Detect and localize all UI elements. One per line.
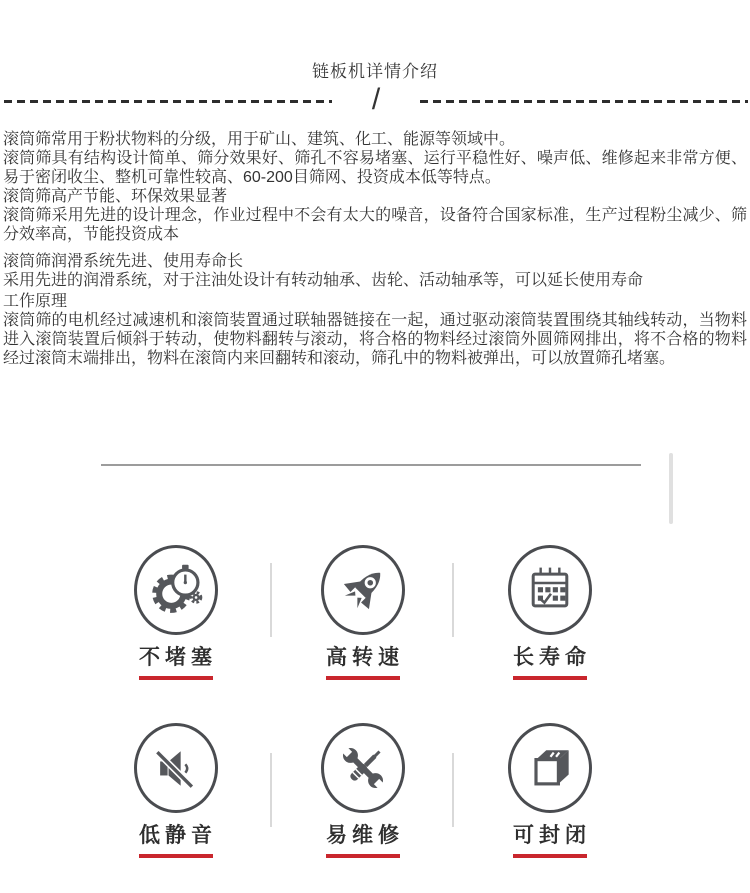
slash-divider: / xyxy=(371,83,381,116)
feature-label: 高转速 xyxy=(326,646,404,669)
feature-underline xyxy=(326,854,400,858)
intro-paragraph: 滚筒筛常用于粉状物料的分级，用于矿山、建筑、化工、能源等领域中。 xyxy=(3,131,516,148)
section-heading: 滚筒筛润滑系统先进、使用寿命长 xyxy=(3,253,244,270)
calendar-icon xyxy=(522,562,578,618)
sealed-box-icon xyxy=(522,740,578,796)
feature-item-long-life xyxy=(456,545,643,680)
feature-divider xyxy=(270,753,272,827)
features-paragraph: 滚筒筛具有结构设计简单、筛分效果好、筛孔不容易堵塞、运行平稳性好、噪声低、维修起来非常方便、易于密闭收尘、整机可靠性较高、60-200目筛网、投资成本低等特点。 xyxy=(3,150,747,186)
feature-circle xyxy=(508,545,592,635)
feature-item-high-speed xyxy=(269,545,456,680)
feature-label: 低静音 xyxy=(139,824,217,847)
description-content xyxy=(3,130,747,368)
feature-item-no-clogging xyxy=(82,545,269,680)
content-rule xyxy=(101,464,641,466)
mute-speaker-icon xyxy=(148,740,204,796)
repair-tools-icon xyxy=(335,740,391,796)
section-working-principle xyxy=(3,292,747,368)
feature-item-sealable xyxy=(456,723,643,858)
section-lubrication xyxy=(3,252,747,290)
section-body: 滚筒筛采用先进的设计理念，作业过程中不会有太大的噪音，设备符合国家标准，生产过程粉尘减少、筛分效率高，节能投资成本 xyxy=(3,207,747,243)
feature-circle xyxy=(134,723,218,813)
feature-divider xyxy=(270,563,272,637)
page-title: 链板机详情介绍 xyxy=(312,62,438,81)
feature-label: 不堵塞 xyxy=(139,646,217,669)
rocket-icon xyxy=(335,562,391,618)
feature-item-low-noise xyxy=(82,723,269,858)
feature-underline xyxy=(513,854,587,858)
feature-item-easy-repair xyxy=(269,723,456,858)
features-grid xyxy=(82,545,643,858)
feature-label: 长寿命 xyxy=(513,646,591,669)
section-heading: 滚筒筛高产节能、环保效果显著 xyxy=(3,188,228,205)
dashed-line-left xyxy=(4,100,332,103)
feature-underline xyxy=(326,676,400,680)
feature-underline xyxy=(139,676,213,680)
title-divider xyxy=(4,83,748,116)
feature-underline xyxy=(513,676,587,680)
feature-divider xyxy=(452,753,454,827)
gear-timer-icon xyxy=(148,562,204,618)
section-body: 滚筒筛的电机经过减速机和滚筒装置通过联轴器链接在一起，通过驱动滚筒装置围绕其轴线转动，当物料进入滚筒装置后倾斜于转动，使物料翻转与滚动，将合格的物料经过滚筒外圆筛网排出，将不合格的物料经过滚筒末端排出，物料在滚筒内来回翻转和滚动，筛孔中的物料被弹出，可以放置筛孔堵塞。 xyxy=(3,312,747,367)
feature-circle xyxy=(508,723,592,813)
scrollbar-thumb[interactable] xyxy=(669,453,673,524)
feature-circle xyxy=(321,545,405,635)
feature-label: 可封闭 xyxy=(513,824,591,847)
feature-underline xyxy=(139,854,213,858)
feature-circle xyxy=(134,545,218,635)
section-heading: 工作原理 xyxy=(3,293,68,310)
feature-label: 易维修 xyxy=(326,824,404,847)
feature-circle xyxy=(321,723,405,813)
dashed-line-right xyxy=(420,100,748,103)
feature-divider xyxy=(452,563,454,637)
section-energy xyxy=(3,187,747,244)
section-body: 采用先进的润滑系统，对于注油处设计有转动轴承、齿轮、活动轴承等，可以延长使用寿命 xyxy=(3,272,644,289)
